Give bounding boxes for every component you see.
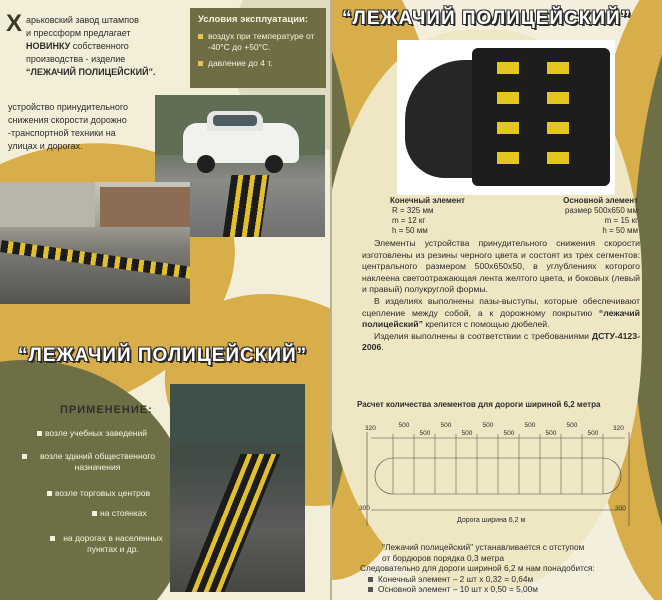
conditions-item: давление до 4 т.: [198, 58, 318, 69]
photo-building: [0, 182, 95, 227]
left-offset: 300: [359, 505, 370, 512]
reflective-strip: [497, 92, 519, 104]
end-element-title: Конечный элемент: [390, 196, 465, 205]
purpose-line: -транспортной техники на: [8, 128, 116, 138]
application-item: возле зданий общественного назначения: [30, 451, 165, 473]
description-text: крепится с помощью дюбелей.: [422, 319, 550, 330]
segment-dimension: 500: [440, 422, 452, 429]
intro-line: [26, 40, 129, 52]
reflective-strip: [547, 92, 569, 104]
speed-bump: [0, 240, 190, 280]
left-panel: [0, 0, 330, 600]
description-standard: ДСТУ-4123-2006: [362, 330, 640, 353]
product-photo: [397, 40, 615, 195]
car-wheel: [265, 155, 283, 173]
layout-diagram: [345, 418, 650, 538]
application-item: возле торговых центров: [55, 488, 165, 499]
intro-line: арьковский завод штампов: [26, 15, 139, 25]
segment-dimension: 500: [545, 430, 557, 437]
application-item: на стоянках: [100, 508, 165, 519]
note-item: Основной элемент – 10 шт х 0,50 = 5,00м: [368, 584, 658, 595]
main-element-shape: [472, 48, 610, 186]
right-offset: 300: [615, 505, 626, 512]
application-item: возле учебных заведений: [45, 428, 165, 439]
description-paragraph: [362, 331, 640, 354]
note-line: от бордюров порядка 0,3 метра: [382, 552, 504, 563]
road-width-label: Дорога ширина 6,2 м: [457, 517, 526, 524]
intro-novelty: НОВИНКУ: [26, 41, 71, 51]
main-element-caption: [548, 196, 638, 236]
main-element-size: размер 500х650 мм: [564, 206, 638, 215]
description-text: .: [381, 342, 384, 353]
intro-line: и прессформ предлагает: [26, 28, 131, 38]
segment-dimension: 500: [566, 422, 578, 429]
conditions-title: Условия эксплуатации:: [198, 14, 309, 25]
conditions-item: воздух при температуре от -40°С до +50°С.: [198, 31, 318, 53]
main-element-h: h = 50 мм: [602, 226, 638, 235]
segment-dimension: 500: [482, 422, 494, 429]
reflective-strip: [497, 152, 519, 164]
note-line: Следовательно для дороги шириной 6,2 м нам понадобится:: [360, 563, 595, 574]
end-element-shape: [405, 60, 475, 178]
application-title: ПРИМЕНЕНИЕ:: [60, 404, 153, 416]
end-element-r: R = 325 мм: [392, 206, 434, 215]
speed-bump: [223, 175, 270, 237]
photo-street-bump: [0, 182, 190, 304]
end-element-h: h = 50 мм: [392, 226, 428, 235]
note-line: "Лежачий полицейский" устанавливается с отступом: [382, 542, 585, 552]
purpose-line: устройство принудительного: [8, 102, 128, 112]
description-product: “лежачий полицейский”: [362, 307, 640, 330]
description-paragraph: Элементы устройства принудительного снижения скорости изготовлены из резины черного цвета и состоят из трех сегментов: центрального размером 500х650х50, в углублениях которого наклеена светоотражающая лента желтого цвета, и боковых (левый и правый) полукруглой формы.: [362, 238, 640, 295]
intro-line: производства - изделие: [26, 54, 126, 64]
segment-dimension: 500: [587, 430, 599, 437]
car-wheel: [197, 155, 215, 173]
segment-dimension: 500: [461, 430, 473, 437]
reflective-strip: [497, 62, 519, 74]
car-window: [213, 115, 257, 126]
banner-title: “ЛЕЖАЧИЙ ПОЛИЦЕЙСКИЙ”: [342, 8, 632, 29]
left-dimension: 320: [365, 425, 376, 432]
segment-dimension: 500: [503, 430, 515, 437]
segment-dimension: 500: [524, 422, 536, 429]
decor-swoosh: [0, 360, 190, 600]
segment-dimension: 500: [419, 430, 431, 437]
banner-title: “ЛЕЖАЧИЙ ПОЛИЦЕЙСКИЙ”: [18, 345, 308, 366]
reflective-strip: [497, 122, 519, 134]
description: [362, 238, 640, 354]
description-text: В изделиях выполнены пазы-выступы, которые обеспечивают сцепление между собой, а к дорожному покрытию: [362, 295, 640, 318]
intro-initial: Х: [6, 10, 23, 37]
note-item: Конечный элемент – 2 шт х 0,32 = 0,64м: [368, 574, 658, 585]
speed-bump: [180, 454, 281, 592]
photo-building: [100, 187, 190, 227]
end-element-caption: [390, 196, 465, 236]
application-item: на дорогах в населенных пунктах и др.: [58, 533, 168, 555]
reflective-strip: [547, 62, 569, 74]
calculation-title: Расчет количества элементов для дороги шириной 6,2 метра: [357, 400, 601, 409]
main-element-title: Основной элемент: [563, 196, 638, 205]
segment-dimension: 500: [398, 422, 410, 429]
description-paragraph: [362, 296, 640, 331]
photo-road-bump: [170, 384, 305, 592]
installation-notes: [360, 542, 658, 595]
end-element-m: m = 12 кг: [392, 216, 426, 225]
intro-line-rest: собственного: [70, 41, 129, 51]
photo-trees: [170, 384, 305, 444]
description-text: Изделия выполнены в соответствии с требованиями: [374, 330, 592, 341]
intro-product-name: “ЛЕЖАЧИЙ ПОЛИЦЕЙСКИЙ”.: [26, 67, 156, 77]
purpose-line: улицах и дорогах.: [8, 141, 83, 151]
right-dimension: 320: [613, 425, 624, 432]
reflective-strip: [547, 122, 569, 134]
conditions-box: [190, 8, 326, 88]
main-element-m: m = 15 кг: [604, 216, 638, 225]
purpose-line: снижения скорости дорожно: [8, 115, 127, 125]
reflective-strip: [547, 152, 569, 164]
